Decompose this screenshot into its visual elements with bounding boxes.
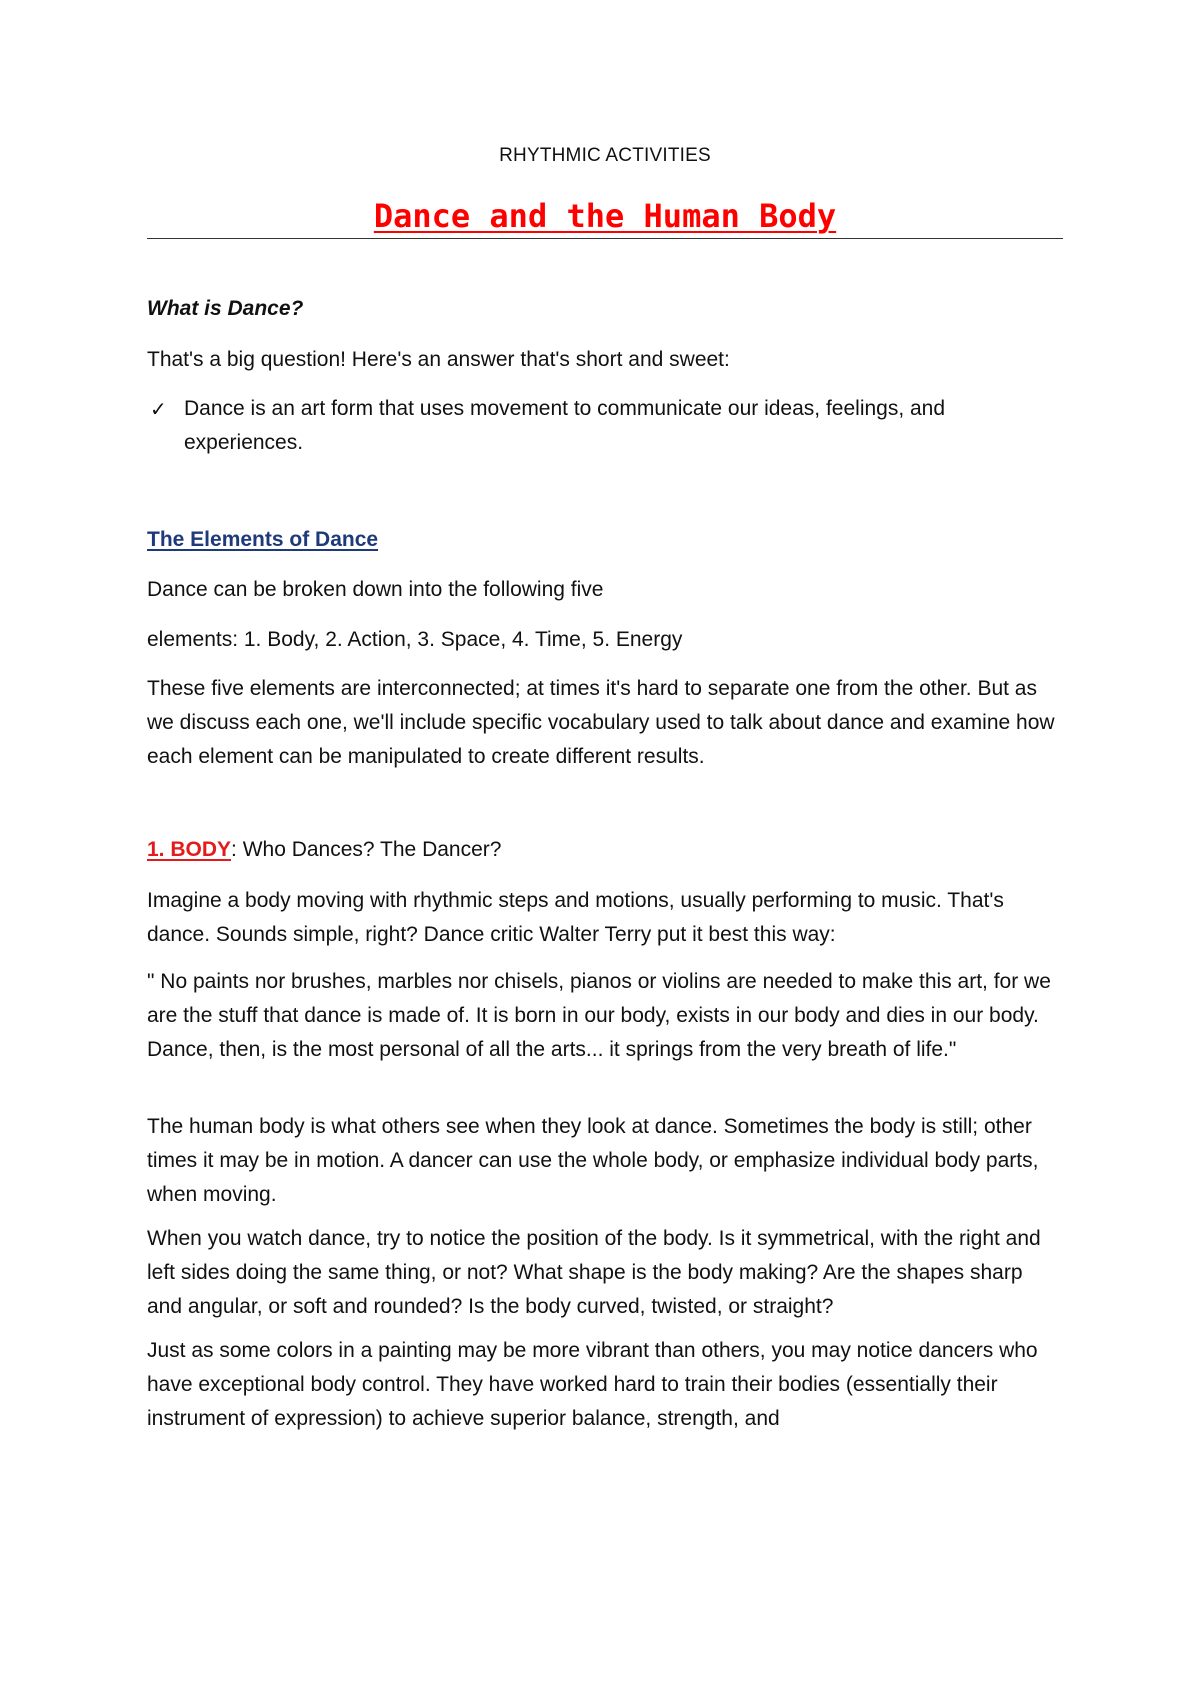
document-kicker: RHYTHMIC ACTIVITIES	[499, 145, 711, 166]
body-paragraph-4: Just as some colors in a painting may be more vibrant than others, you may notice dancers who have exceptional body control. They have worked hard to train their bodies (essentially their instrument of expression) to achieve superior balance, strength, and	[147, 1339, 1038, 1430]
elements-line-2: elements: 1. Body, 2. Action, 3. Space, 4. Time, 5. Energy	[147, 628, 683, 651]
elements-heading: The Elements of Dance	[147, 528, 379, 551]
body-label-suffix: : Who Dances? The Dancer?	[231, 838, 502, 861]
definition-text: Dance is an art form that uses movement to communicate our ideas, feelings, and experiences.	[184, 397, 946, 454]
elements-paragraph: These five elements are interconnected; at times it's hard to separate one from the other. But as we discuss each one, we'll include specific vocabulary used to talk about dance and examine how each element can be manipulated to create different results.	[147, 677, 1055, 768]
body-paragraph-3: When you watch dance, try to notice the position of the body. Is it symmetrical, with the right and left sides doing the same thing, or not? What shape is the body making? Are the shapes sharp and angular, or soft and rounded? Is the body curved, twisted, or straight?	[147, 1227, 1041, 1318]
question-heading: What is Dance?	[147, 297, 304, 320]
checkmark-icon: ✓	[150, 397, 167, 421]
intro-lead: That's a big question! Here's an answer that's short and sweet:	[147, 348, 730, 371]
elements-heading-row	[147, 523, 1063, 557]
body-paragraph-2: The human body is what others see when they look at dance. Sometimes the body is still; other times it may be in motion. A dancer can use the whole body, or emphasize individual body parts, when moving.	[147, 1115, 1039, 1206]
body-paragraph-1: Imagine a body moving with rhythmic steps and motions, usually performing to music. That's dance. Sounds simple, right? Dance critic Walter Terry put it best this way:	[147, 889, 1004, 946]
elements-line-1: Dance can be broken down into the following five	[147, 578, 604, 601]
document-title: Dance and the Human Body	[373, 197, 837, 235]
terry-quote: " No paints nor brushes, marbles nor chisels, pianos or violins are needed to make this art, for we are the stuff that dance is made of. It is born in our body, exists in our body and dies in our body. Dance, then, is the most personal of all the arts... it springs from the very breath of life."	[147, 970, 1051, 1061]
body-heading-row	[147, 833, 1063, 867]
title-divider	[147, 238, 1063, 239]
body-label: 1. BODY	[147, 838, 232, 861]
